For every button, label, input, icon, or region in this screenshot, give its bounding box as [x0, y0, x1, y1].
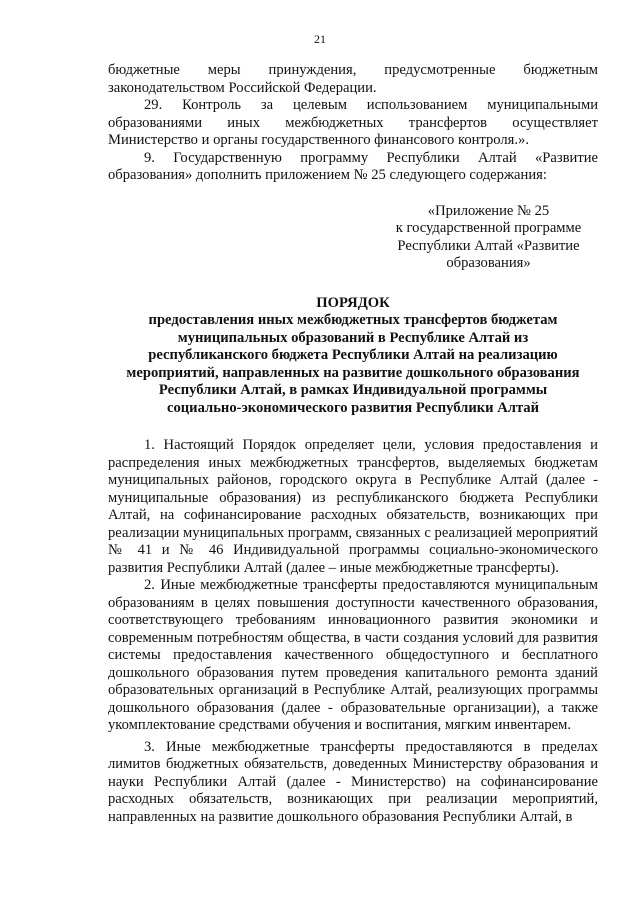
appendix-line: к государственной программе — [395, 220, 582, 236]
document-title: ПОРЯДОК — [316, 294, 390, 311]
appendix-line: образования» — [446, 255, 531, 271]
paragraph-continuation: бюджетные меры принуждения, предусмотренные бюджетным законодательством Российской Федерации. — [108, 62, 598, 96]
appendix-line: «Приложение № 25 — [427, 202, 550, 219]
document-subtitle: предоставления иных межбюджетных трансфертов бюджетам муниципальных образований в Республике Алтай из республиканского бюджета Республики Алтай на реализацию мероприятий, направленных на развитие дошкольного образования Республики Алтай, в рамках Индивидуальной программы социально-экономического развития Республики Алтай — [126, 312, 580, 416]
page-number: 21 — [314, 32, 326, 46]
clause-2: 2. Иные межбюджетные трансферты предоставляются муниципальным образованиям в целях повышения доступности качественного образования, соответствующего требованиям инновационного развития экономики и современным потребностям общества, в части создания условий для развития системы предоставления качественного общедоступного и бесплатного дошкольного образования путем проведения капитального ремонта зданий образовательных организаций в Республике Алтай, реализующих программы дошкольного образования (далее - образовательные организации), а также укомплектование средствами обучения и воспитания, мягким инвентарем. — [108, 577, 598, 733]
appendix-line: Республики Алтай «Развитие — [397, 237, 580, 254]
paragraph-item-9: 9. Государственную программу Республики Алтай «Развитие образования» дополнить приложением № 25 следующего содержания: — [108, 149, 598, 183]
paragraph-item-29: 29. Контроль за целевым использованием муниципальными образованиями иных межбюджетных трансфертов осуществляет Министерство и органы государственного финансового контроля.». — [108, 97, 598, 148]
document-body — [108, 62, 598, 826]
clause-3: 3. Иные межбюджетные трансферты предоставляются в пределах лимитов бюджетных обязательств, доведенных Министерству образования и науки Республики Алтай (далее - Министерство) на софинансирование расходных обязательств, возникающих при реализации мероприятий, направленных на развитие дошкольного образования Республики Алтай, в — [108, 738, 598, 825]
appendix-heading — [391, 203, 586, 273]
clause-1: 1. Настоящий Порядок определяет цели, условия предоставления и распределения иных межбюджетных трансфертов, выделяемых бюджетам муниципальных районов, городского округа в Республике Алтай (далее - муниципальные образования) из республиканского бюджета Республики Алтай, на софинансирование расходных обязательств, возникающих при реализации муниципальных программ, связанных с реализацией мероприятий № 41 и № 46 Индивидуальной программы социально-экономического развития Республики Алтай (далее – иные межбюджетные трансферты). — [108, 437, 598, 576]
